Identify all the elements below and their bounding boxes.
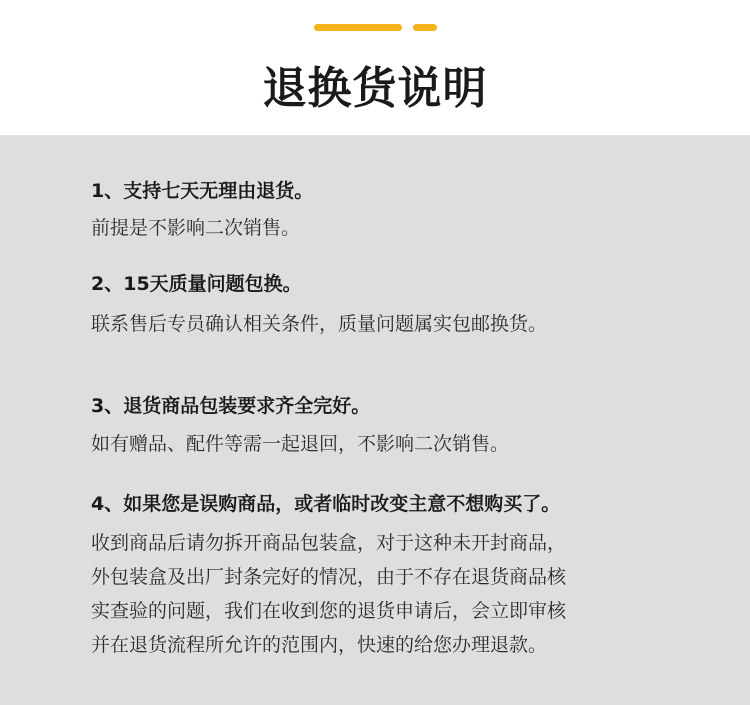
policy-item-2-heading: 2、15天质量问题包换。 [91, 273, 302, 295]
page-header [0, 0, 750, 135]
policy-content-panel [0, 135, 750, 705]
accent-bar-long [314, 24, 402, 31]
policy-item-4-line-3: 实查验的问题，我们在收到您的退货申请后，会立即审核 [91, 600, 567, 622]
policy-item-4-line-2: 外包装盒及出厂封条完好的情况，由于不存在退货商品核 [91, 566, 567, 588]
policy-item-4-line-1: 收到商品后请勿拆开商品包装盒，对于这种未开封商品， [91, 532, 567, 554]
policy-item-2-line-1: 联系售后专员确认相关条件，质量问题属实包邮换货。 [91, 313, 548, 335]
policy-item-4-heading: 4、如果您是误购商品，或者临时改变主意不想购买了。 [91, 493, 561, 515]
policy-item-1-line-1: 前提是不影响二次销售。 [91, 217, 301, 239]
page-title: 退换货说明 [262, 63, 488, 114]
policy-item-3-line-1: 如有赠品、配件等需一起退回，不影响二次销售。 [91, 433, 510, 455]
policy-item-3-heading: 3、退货商品包装要求齐全完好。 [91, 395, 371, 417]
policy-item-4-line-4: 并在退货流程所允许的范围内，快速的给您办理退款。 [91, 634, 548, 656]
policy-item-1-heading: 1、支持七天无理由退货。 [91, 180, 314, 202]
accent-bar-short [413, 24, 437, 31]
